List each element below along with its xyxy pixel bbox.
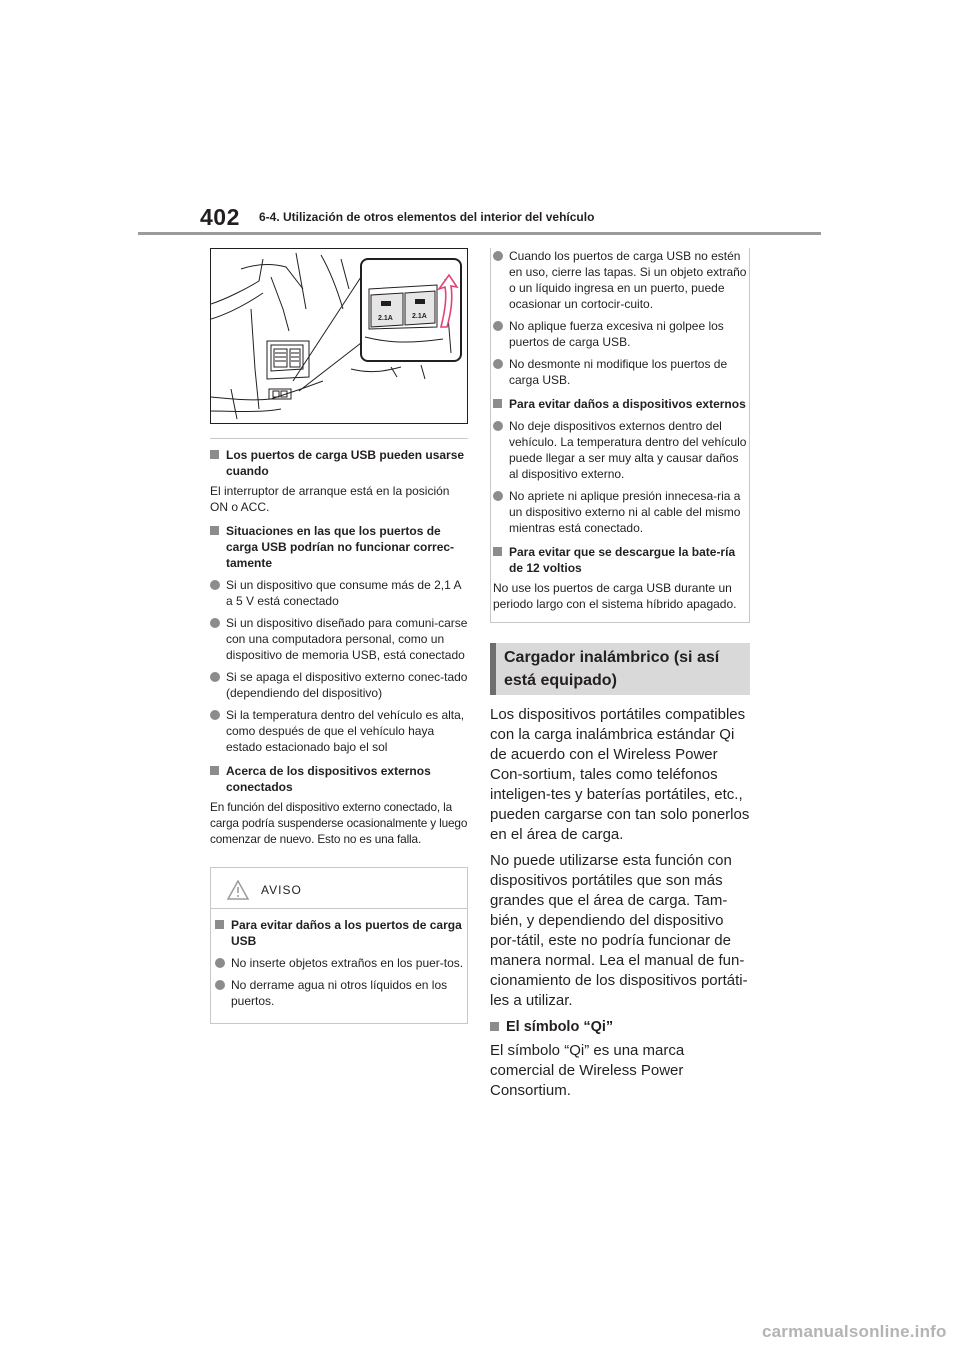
list-item: Cuando los puertos de carga USB no estén en uso, cierre las tapas. Si un objeto extraño o un líquido ingresa en un puerto, puede ocasionar un cortocir-cuito. xyxy=(493,248,749,312)
warning-title: AVISO xyxy=(261,883,302,897)
warning-triangle-icon xyxy=(227,880,249,900)
square-bullet-icon xyxy=(493,547,502,556)
body-paragraph: Los dispositivos portátiles compatibles con la carga inalámbrica estándar Qi de acuerdo con el Wireless Power Con-sortium, tales como teléfonos inteligen-tes y baterías portátiles, etc., pueden cargarse con tan solo ponerlos en el área de carga. xyxy=(490,706,750,843)
list-item: No inserte objetos extraños en los puer-tos. xyxy=(215,955,467,971)
usb-port-label-2: 2.1A xyxy=(412,313,427,320)
circle-bullet-icon xyxy=(210,618,220,628)
circle-bullet-icon xyxy=(493,491,503,501)
square-bullet-icon xyxy=(215,920,224,929)
list-item: No desmonte ni modifique los puertos de carga USB. xyxy=(493,356,749,388)
section-title xyxy=(490,643,750,695)
heading-qi-symbol: El símbolo “Qi” xyxy=(490,1017,750,1037)
body-paragraph: No puede utilizarse esta función con dispositivos portátiles que son más grandes que el área de carga. Tam-bién, y dependiendo del dispositivo por-tátil, este no podría funcionar de manera normal. Lea el manual de fun-cionamiento de los dispositivos portáti-les a utilizar. xyxy=(490,852,748,1009)
usb-port-diagram-svg xyxy=(211,249,467,423)
section-title-line-2: está equipado) xyxy=(504,672,617,689)
list-item: No derrame agua ni otros líquidos en los puertos. xyxy=(215,977,467,1009)
warning-rule xyxy=(211,908,467,909)
watermark: carmanualsonline.info xyxy=(762,1322,947,1341)
section-title-line-1: Cargador inalámbrico (si así xyxy=(504,649,720,666)
list-item: Si se apaga el dispositivo externo conec-tado (dependiendo del dispositivo) xyxy=(210,669,468,701)
list-item: No aplique fuerza excesiva ni golpee los puertos de carga USB. xyxy=(493,318,749,350)
circle-bullet-icon xyxy=(210,710,220,720)
square-bullet-icon xyxy=(490,1022,499,1031)
circle-bullet-icon xyxy=(210,672,220,682)
usb-port-illustration xyxy=(210,248,468,424)
circle-bullet-icon xyxy=(215,980,225,990)
heading-battery-discharge: Para evitar que se descargue la bate-ría de 12 voltios xyxy=(493,544,749,576)
list-item: No apriete ni aplique presión innecesa-ria a un dispositivo externo ni al cable del mismo mientras está conectado. xyxy=(493,488,749,536)
paragraph: En función del dispositivo externo conectado, la carga podría suspenderse ocasionalmente y luego comenzar de nuevo. Esto no es una falla. xyxy=(210,800,468,846)
list-item: Si la temperatura dentro del vehículo es alta, como después de que el vehículo haya estado estacionado bajo el sol xyxy=(210,707,468,755)
circle-bullet-icon xyxy=(493,359,503,369)
square-bullet-icon xyxy=(210,526,219,535)
heading-external-devices: Acerca de los dispositivos externos conectados xyxy=(210,763,468,795)
circle-bullet-icon xyxy=(493,421,503,431)
paragraph: No use los puertos de carga USB durante un periodo largo con el sistema híbrido apagado. xyxy=(493,581,737,611)
list-item: Si un dispositivo diseñado para comuni-carse con una computadora personal, como un dispositivo de memoria USB, está conectado xyxy=(210,615,468,663)
warning-box xyxy=(210,867,468,1024)
page-number: 402 xyxy=(200,204,240,230)
heading-prevent-device-damage: Para evitar daños a dispositivos externos xyxy=(493,396,749,412)
circle-bullet-icon xyxy=(215,958,225,968)
heading-usb-usable: Los puertos de carga USB pueden usarse cuando xyxy=(210,447,468,479)
square-bullet-icon xyxy=(493,399,502,408)
circle-bullet-icon xyxy=(493,321,503,331)
warning-header xyxy=(215,878,467,902)
square-bullet-icon xyxy=(210,766,219,775)
right-column xyxy=(490,248,750,1101)
square-bullet-icon xyxy=(210,450,219,459)
warning-box-continued xyxy=(490,248,750,623)
header-rule xyxy=(138,232,821,235)
list-item: No deje dispositivos externos dentro del vehículo. La temperatura dentro del vehículo puede llegar a ser muy alta y causar daños al dispositivo externo. xyxy=(493,418,749,482)
body-paragraph: El símbolo “Qi” es una marca comercial de Wireless Power Consortium. xyxy=(490,1042,685,1099)
heading-prevent-port-damage: Para evitar daños a los puertos de carga USB xyxy=(215,917,467,949)
divider xyxy=(210,438,468,439)
list-item: Si un dispositivo que consume más de 2,1 A a 5 V está conectado xyxy=(210,577,468,609)
paragraph: El interruptor de arranque está en la posición ON o ACC. xyxy=(210,484,450,514)
chapter-title: 6-4. Utilización de otros elementos del interior del vehículo xyxy=(259,210,595,224)
circle-bullet-icon xyxy=(210,580,220,590)
usb-port-label-1: 2.1A xyxy=(378,315,393,322)
left-column xyxy=(210,248,468,1024)
circle-bullet-icon xyxy=(493,251,503,261)
heading-usb-not-working: Situaciones en las que los puertos de carga USB podrían no funcionar correc-tamente xyxy=(210,523,468,571)
